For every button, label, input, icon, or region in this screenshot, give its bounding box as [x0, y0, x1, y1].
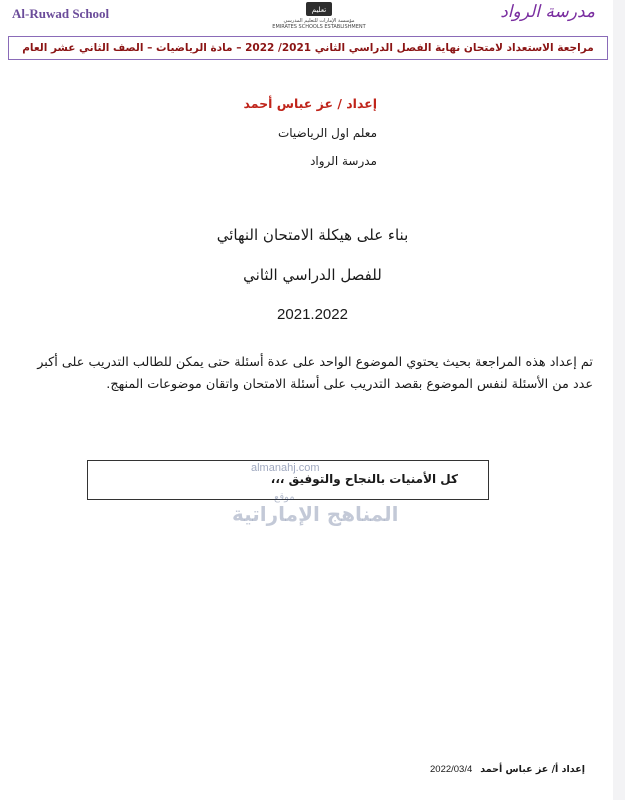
logo-english-text: EMIRATES SCHOOLS ESTABLISHMENT — [272, 24, 366, 30]
footer-author: إعداد أ/ عز عباس أحمد — [480, 764, 585, 775]
school-name-english: Al-Ruwad School — [12, 6, 110, 21]
title-semester: للفصل الدراسي الثاني — [243, 266, 382, 284]
page-footer — [0, 764, 625, 778]
watermark-url: almanahj.com — [251, 462, 320, 474]
school-name-arabic: مدرسة الرواد — [500, 2, 595, 22]
logo-name: تعليم — [311, 6, 327, 14]
logo-arabic-text: مؤسسة الإمارات للتعليم المدرسي — [283, 18, 355, 24]
ministry-logo — [244, 0, 394, 34]
watermark-line-1: موقع — [274, 492, 295, 503]
watermark-line-2: المناهج الإماراتية — [232, 502, 399, 526]
wish-text: كل الأمنيات بالنجاح والتوفيق ،،، — [270, 472, 458, 486]
intro-paragraph: تم إعداد هذه المراجعة بحيث يحتوي الموضوع الواحد على عدة أسئلة حتى يمكن للطالب التدريب على أكبر عدد من الأسئلة لنفس الموضوع بقصد التدريب على أسئلة الامتحان واتقان موضوعات المنهج. — [37, 355, 593, 392]
title-year: 2021.2022 — [277, 306, 348, 323]
title-basis: بناء على هيكلة الامتحان النهائي — [216, 226, 409, 244]
author-role: معلم اول الرياضيات — [277, 126, 377, 140]
page-edge — [613, 0, 625, 800]
header-banner: مراجعة الاستعداد لامتحان نهاية الفصل الدراسي الثاني 2021/ 2022 – مادة الرياضيات – الصف الثاني عشر العام — [8, 36, 608, 60]
logo-emblem-icon — [304, 0, 334, 18]
footer-date: 2022/03/4 — [430, 764, 473, 775]
author-name: إعداد / عز عباس أحمد — [243, 96, 377, 111]
author-school: مدرسة الرواد — [310, 154, 377, 168]
